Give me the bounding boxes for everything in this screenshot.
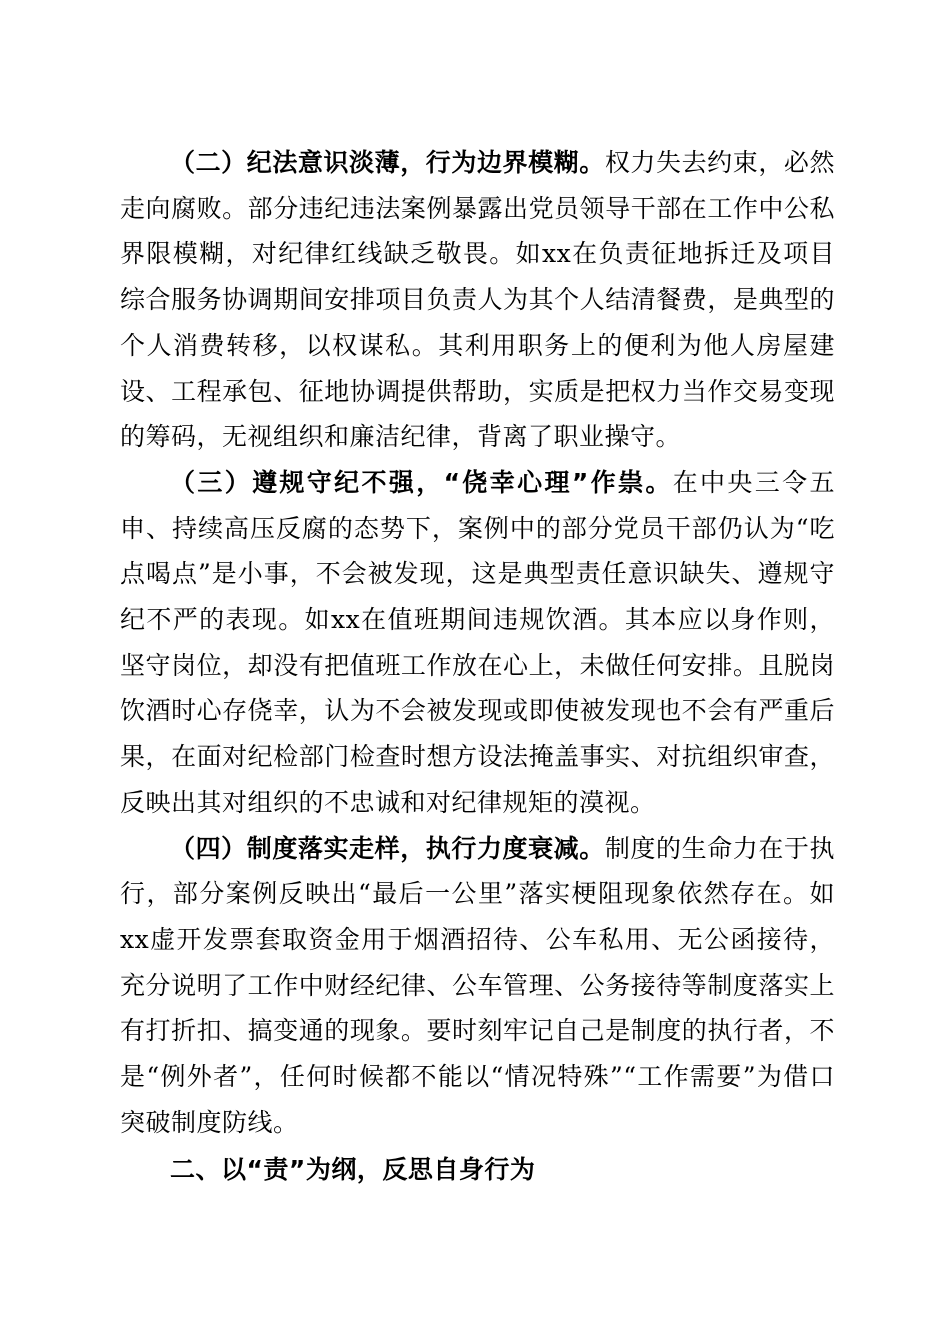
section-heading: 二、以“责”为纲，反思自身行为 [170,1155,536,1185]
paragraph-body: 制度的生命力在于执行，部分案例反映出“最后一公里”落实梗阻现象依然存在。如xx虚开发票套取资金用于烟酒招待、公车私用、无公函接待，充分说明了工作中财经纪律、公车管理、公务接待等制度落实上有打折扣、搞变通的现象。要时刻牢记自己是制度的执行者，不是“例外者”，任何时候都不能以“情况特殊”“工作需要”为借口突破制度防线。 [120,833,835,1137]
document-page [120,140,835,1193]
paragraph-body: 权力失去约束，必然走向腐败。部分违纪违法案例暴露出党员领导干部在工作中公私界限模糊，对纪律红线缺乏敬畏。如xx在负责征地拆迁及项目综合服务协调期间安排项目负责人为其个人结清餐费，是典型的个人消费转移，以权谋私。其利用职务上的便利为他人房屋建设、工程承包、征地协调提供帮助，实质是把权力当作交易变现的筹码，无视组织和廉洁纪律，背离了职业操守。 [120,148,835,452]
paragraph-lead: （三）遵规守纪不强，“侥幸心理”作祟。 [170,467,673,497]
paragraph-lead: （二）纪法意识淡薄，行为边界模糊。 [170,148,605,177]
paragraph-lead: （四）制度落实走样，执行力度衰减。 [170,833,605,863]
paragraph-section-2 [120,140,835,460]
paragraph-section-4 [120,826,835,1146]
paragraph-body: 在中央三令五申、持续高压反腐的态势下，案例中的部分党员干部仍认为“吃点喝点”是小事，不会被发现，这是典型责任意识缺失、遵规守纪不严的表现。如xx在值班期间违规饮酒。其本应以身作则，坚守岗位，却没有把值班工作放在心上，未做任何安排。且脱岗饮酒时心存侥幸，认为不会被发现或即使被发现也不会有严重后果，在面对纪检部门检查时想方设法掩盖事实、对抗组织审查，反映出其对组织的不忠诚和对纪律规矩的漠视。 [120,467,835,817]
paragraph-section-3 [120,460,835,826]
